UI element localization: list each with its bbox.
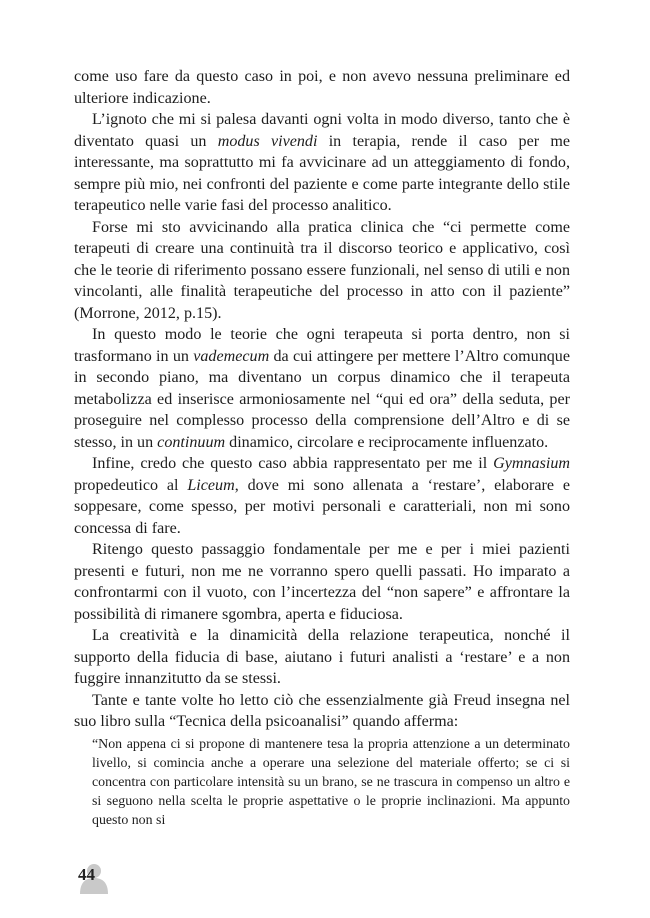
text-run: da cui attingere per mettere l’Altro comunque in secondo piano, ma diventano un corpus dinamico che il terapeuta metabolizza ed inserisce armoniosamente nel “qui ed ora” della seduta, per proseguire nel complesso processo della comprensione dell’Altro e di se stesso, in un bbox=[74, 347, 570, 451]
paragraph bbox=[74, 625, 570, 690]
text-run: Infine, credo che questo caso abbia rappresentato per me il bbox=[92, 455, 494, 472]
text-run: La creatività e la dinamicità della relazione terapeutica, nonché il supporto della fiducia di base, aiutano i futuri analisti a ‘restare’ e a non fuggire innanzitutto da se stessi. bbox=[74, 627, 570, 687]
text-run: Tante e tante volte ho letto ciò che essenzialmente già Freud insegna nel suo libro sulla “Tecnica della psicoanalisi” quando afferma: bbox=[74, 691, 570, 730]
text-run: Forse mi sto avvicinando alla pratica clinica che “ci permette come terapeuti di creare una continuità tra il discorso teorico e applicativo, così che le teorie di riferimento possano essere funzionali, nel senso di utili e non vincolanti, alle finalità terapeutiche del processo in atto con il paziente” (Morrone, 2012, p.15). bbox=[74, 218, 570, 322]
text-run: in terapia, rende il caso per me interessante, ma soprattutto mi fa avvicinare ad un atteggiamento di fondo, sempre più mio, nei confronti del paziente e come parte integrante dello stile terapeutico nelle varie fasi del processo analitico. bbox=[74, 132, 570, 214]
paragraph bbox=[74, 109, 570, 217]
page-folio bbox=[74, 858, 112, 894]
paragraph bbox=[74, 66, 570, 109]
italic-run: continuum bbox=[157, 433, 226, 451]
block-quote: “Non appena ci si propone di mantenere tesa la propria attenzione a un determinato livello, si comincia anche a operare una selezione del materiale offerto; se ci si concentra con particolare intensità su un brano, se ne trascura in compenso un altro e si seguono nella scelta le proprie aspettative o le proprie inclinazioni. Ma appunto questo non si bbox=[92, 736, 570, 829]
paragraph bbox=[74, 453, 570, 539]
paragraph bbox=[74, 217, 570, 325]
text-run: come uso fare da questo caso in poi, e non avevo nessuna preliminare ed ulteriore indicazione. bbox=[74, 68, 570, 107]
text-run: , dove mi sono allenata a ‘restare’, elaborare e soppesare, come spesso, per motivi personali e caratteriali, non mi sono concessa di fare. bbox=[74, 476, 570, 537]
italic-run: vademecum bbox=[193, 347, 270, 365]
text-run: dinamico, circolare e reciprocamente influenzato. bbox=[225, 433, 549, 451]
italic-run: Gymnasium bbox=[493, 455, 570, 472]
body-text bbox=[74, 66, 570, 733]
paragraph bbox=[74, 690, 570, 733]
paragraph bbox=[74, 324, 570, 453]
text-run: In questo modo le teorie che ogni terapeuta si porta dentro, non si trasformano in un bbox=[74, 326, 570, 365]
text-run: propedeutico al bbox=[74, 476, 188, 494]
text-run: Ritengo questo passaggio fondamentale per me e per i miei pazienti presenti e futuri, non me ne vorranno spero quelli passati. Ho imparato a confrontarmi con il vuoto, con l’incertezza del “non sapere” e affrontare la possibilità di rimanere sgombra, aperta e fiduciosa. bbox=[74, 541, 570, 623]
page-body bbox=[74, 66, 570, 831]
italic-run: Liceum bbox=[187, 476, 235, 494]
text-run: L’ignoto che mi si palesa davanti ogni volta in modo diverso, tanto che è diventato quasi un bbox=[74, 111, 570, 150]
page-number: 44 bbox=[78, 865, 95, 884]
paragraph bbox=[74, 539, 570, 625]
italic-run: modus vivendi bbox=[217, 132, 318, 150]
